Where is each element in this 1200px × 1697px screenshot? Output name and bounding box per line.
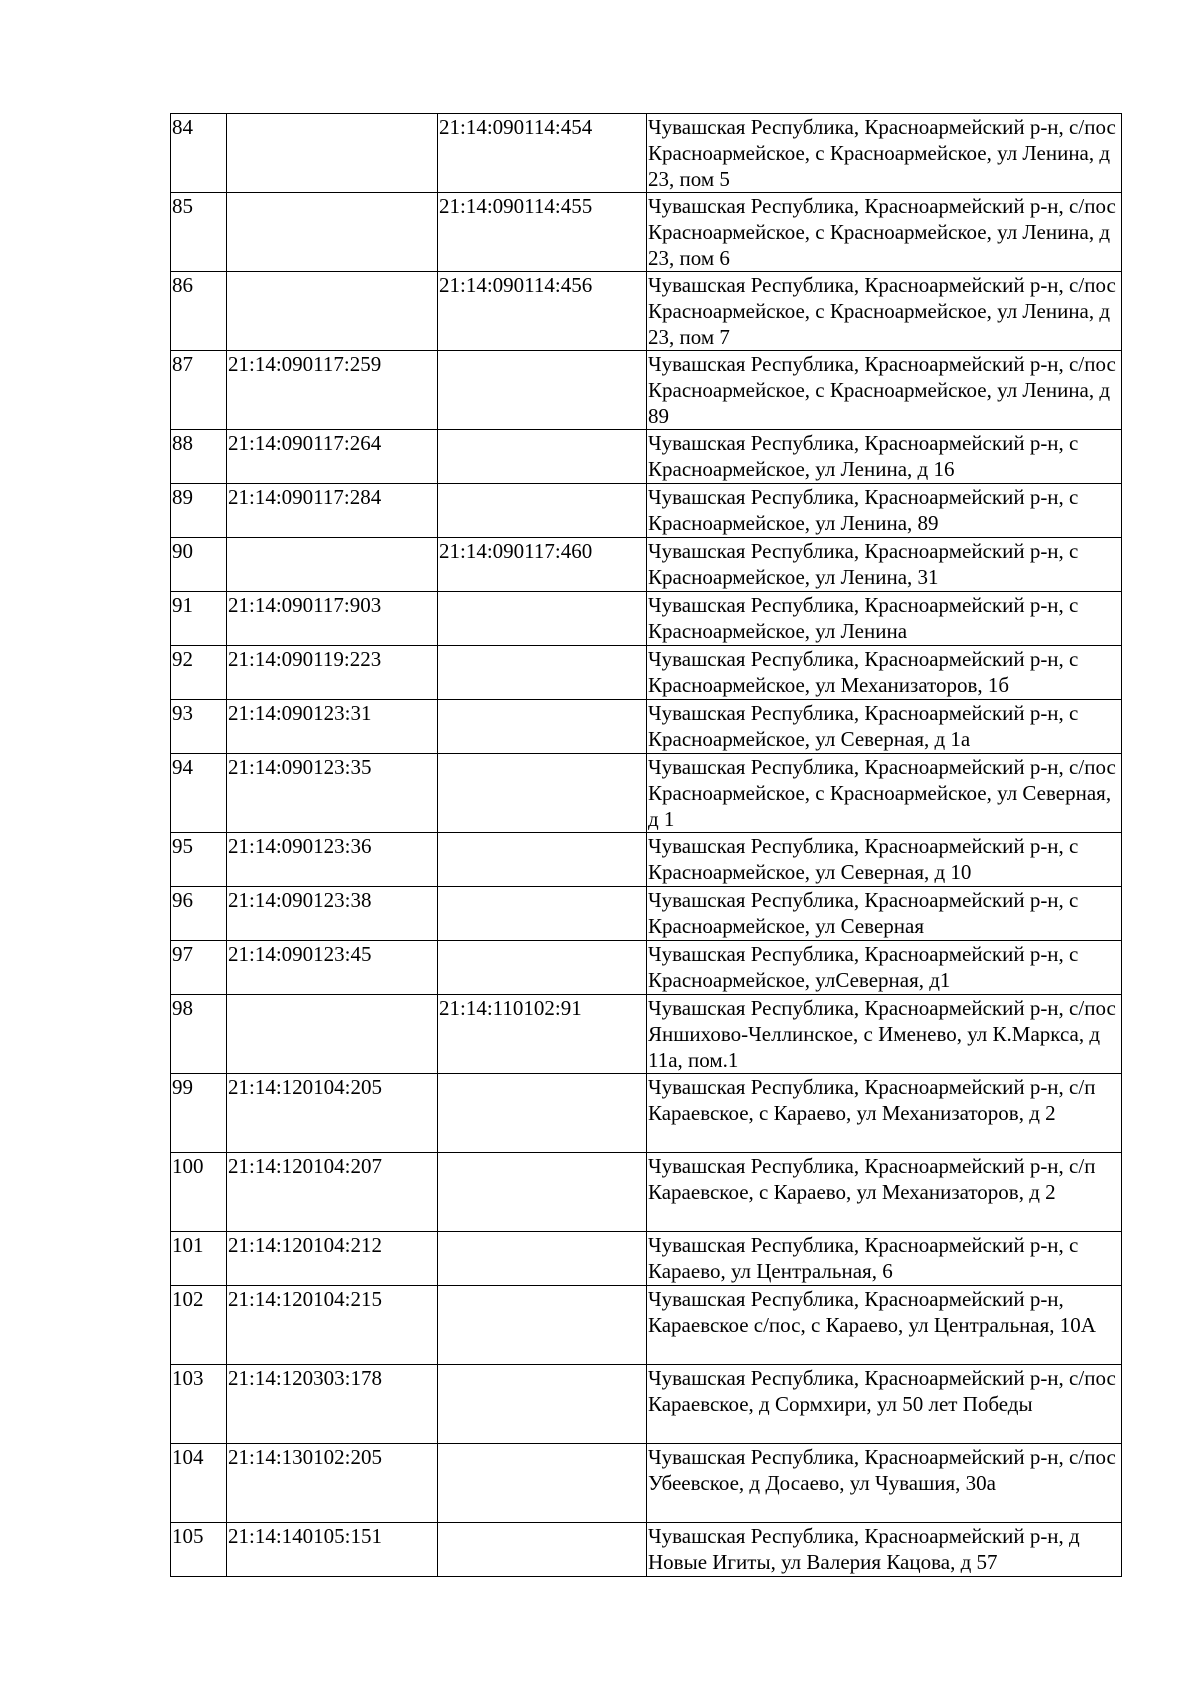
property-registry-table	[170, 113, 1122, 1577]
row-number: 89	[171, 484, 227, 538]
cadastral-number-cell: 21:14:090123:36	[227, 833, 438, 887]
premises-cadastral-number-cell	[438, 430, 647, 484]
row-number: 84	[171, 114, 227, 193]
row-number: 88	[171, 430, 227, 484]
table-row	[171, 272, 1122, 351]
table-row	[171, 995, 1122, 1074]
row-number: 95	[171, 833, 227, 887]
address-cell: Чувашская Республика, Красноармейский р-н, с/пос Красноармейское, с Красноармейское, ул Ленина, д 23, пом 5	[647, 114, 1122, 193]
table-row	[171, 1286, 1122, 1365]
cadastral-number-cell: 21:14:090117:903	[227, 592, 438, 646]
address-cell: Чувашская Республика, Красноармейский р-н, с Красноармейское, улСеверная, д1	[647, 941, 1122, 995]
premises-cadastral-number-cell: 21:14:090117:460	[438, 538, 647, 592]
table-row	[171, 833, 1122, 887]
table-row	[171, 1074, 1122, 1153]
table-row	[171, 538, 1122, 592]
premises-cadastral-number-cell	[438, 941, 647, 995]
address-cell: Чувашская Республика, Красноармейский р-н, с/пос Красноармейское, с Красноармейское, ул Ленина, д 23, пом 7	[647, 272, 1122, 351]
table-row	[171, 114, 1122, 193]
cadastral-number-cell: 21:14:090117:259	[227, 351, 438, 430]
cadastral-number-cell: 21:14:140105:151	[227, 1523, 438, 1577]
cadastral-number-cell: 21:14:120303:178	[227, 1365, 438, 1444]
premises-cadastral-number-cell	[438, 1444, 647, 1523]
cadastral-number-cell: 21:14:090123:31	[227, 700, 438, 754]
address-cell: Чувашская Республика, Красноармейский р-н, д Новые Игиты, ул Валерия Кацова, д 57	[647, 1523, 1122, 1577]
address-cell: Чувашская Республика, Красноармейский р-н, с Красноармейское, ул Ленина, д 16	[647, 430, 1122, 484]
premises-cadastral-number-cell	[438, 1286, 647, 1365]
cadastral-number-cell: 21:14:120104:212	[227, 1232, 438, 1286]
premises-cadastral-number-cell	[438, 646, 647, 700]
premises-cadastral-number-cell	[438, 833, 647, 887]
premises-cadastral-number-cell: 21:14:090114:455	[438, 193, 647, 272]
cadastral-number-cell: 21:14:090119:223	[227, 646, 438, 700]
address-cell: Чувашская Республика, Красноармейский р-н, с Красноармейское, ул Северная, д 1а	[647, 700, 1122, 754]
address-cell: Чувашская Республика, Красноармейский р-н, с Красноармейское, ул Северная, д 10	[647, 833, 1122, 887]
row-number: 104	[171, 1444, 227, 1523]
address-cell: Чувашская Республика, Красноармейский р-н, с/п Караевское, с Караево, ул Механизаторов, д 2	[647, 1074, 1122, 1153]
premises-cadastral-number-cell	[438, 754, 647, 833]
premises-cadastral-number-cell	[438, 592, 647, 646]
cadastral-number-cell: 21:14:090123:35	[227, 754, 438, 833]
address-cell: Чувашская Республика, Красноармейский р-н, с/пос Красноармейское, с Красноармейское, ул Северная, д 1	[647, 754, 1122, 833]
table-row	[171, 941, 1122, 995]
row-number: 90	[171, 538, 227, 592]
premises-cadastral-number-cell	[438, 351, 647, 430]
address-cell: Чувашская Республика, Красноармейский р-н, с Красноармейское, ул Механизаторов, 1б	[647, 646, 1122, 700]
row-number: 102	[171, 1286, 227, 1365]
table-row	[171, 646, 1122, 700]
premises-cadastral-number-cell	[438, 484, 647, 538]
premises-cadastral-number-cell	[438, 700, 647, 754]
cadastral-number-cell: 21:14:120104:205	[227, 1074, 438, 1153]
table-row	[171, 1153, 1122, 1232]
address-cell: Чувашская Республика, Красноармейский р-н, с/пос Красноармейское, с Красноармейское, ул Ленина, д 89	[647, 351, 1122, 430]
premises-cadastral-number-cell	[438, 1523, 647, 1577]
address-cell: Чувашская Республика, Красноармейский р-н, с/пос Караевское, д Сормхири, ул 50 лет Победы	[647, 1365, 1122, 1444]
table-row	[171, 430, 1122, 484]
premises-cadastral-number-cell	[438, 1365, 647, 1444]
row-number: 101	[171, 1232, 227, 1286]
row-number: 105	[171, 1523, 227, 1577]
address-cell: Чувашская Республика, Красноармейский р-н, с Караево, ул Центральная, 6	[647, 1232, 1122, 1286]
premises-cadastral-number-cell	[438, 1074, 647, 1153]
address-cell: Чувашская Республика, Красноармейский р-н, с Красноармейское, ул Ленина, 89	[647, 484, 1122, 538]
cadastral-number-cell: 21:14:130102:205	[227, 1444, 438, 1523]
address-cell: Чувашская Республика, Красноармейский р-н, Караевское с/пос, с Караево, ул Центральная, 10А	[647, 1286, 1122, 1365]
table-row	[171, 754, 1122, 833]
row-number: 86	[171, 272, 227, 351]
address-cell: Чувашская Республика, Красноармейский р-н, с/п Караевское, с Караево, ул Механизаторов, д 2	[647, 1153, 1122, 1232]
row-number: 92	[171, 646, 227, 700]
cadastral-number-cell: 21:14:090123:38	[227, 887, 438, 941]
table-row	[171, 887, 1122, 941]
table-row	[171, 193, 1122, 272]
table-row	[171, 1232, 1122, 1286]
row-number: 97	[171, 941, 227, 995]
row-number: 91	[171, 592, 227, 646]
address-cell: Чувашская Республика, Красноармейский р-н, с/пос Убеевское, д Досаево, ул Чувашия, 30а	[647, 1444, 1122, 1523]
table-row	[171, 1523, 1122, 1577]
row-number: 103	[171, 1365, 227, 1444]
premises-cadastral-number-cell	[438, 1153, 647, 1232]
table-row	[171, 351, 1122, 430]
premises-cadastral-number-cell: 21:14:110102:91	[438, 995, 647, 1074]
address-cell: Чувашская Республика, Красноармейский р-н, с/пос Яншихово-Челлинское, с Именево, ул К.Маркса, д 11а, пом.1	[647, 995, 1122, 1074]
table-row	[171, 592, 1122, 646]
cadastral-number-cell: 21:14:120104:215	[227, 1286, 438, 1365]
table-row	[171, 484, 1122, 538]
premises-cadastral-number-cell	[438, 887, 647, 941]
cadastral-number-cell	[227, 272, 438, 351]
cadastral-number-cell	[227, 995, 438, 1074]
row-number: 85	[171, 193, 227, 272]
table-row	[171, 1365, 1122, 1444]
address-cell: Чувашская Республика, Красноармейский р-н, с/пос Красноармейское, с Красноармейское, ул Ленина, д 23, пом 6	[647, 193, 1122, 272]
cadastral-number-cell: 21:14:090117:264	[227, 430, 438, 484]
premises-cadastral-number-cell: 21:14:090114:454	[438, 114, 647, 193]
cadastral-number-cell	[227, 114, 438, 193]
row-number: 93	[171, 700, 227, 754]
row-number: 94	[171, 754, 227, 833]
address-cell: Чувашская Республика, Красноармейский р-н, с Красноармейское, ул Ленина, 31	[647, 538, 1122, 592]
table-row	[171, 1444, 1122, 1523]
address-cell: Чувашская Республика, Красноармейский р-н, с Красноармейское, ул Ленина	[647, 592, 1122, 646]
row-number: 98	[171, 995, 227, 1074]
address-cell: Чувашская Республика, Красноармейский р-н, с Красноармейское, ул Северная	[647, 887, 1122, 941]
row-number: 99	[171, 1074, 227, 1153]
cadastral-number-cell: 21:14:090123:45	[227, 941, 438, 995]
row-number: 100	[171, 1153, 227, 1232]
row-number: 87	[171, 351, 227, 430]
table-row	[171, 700, 1122, 754]
premises-cadastral-number-cell: 21:14:090114:456	[438, 272, 647, 351]
row-number: 96	[171, 887, 227, 941]
cadastral-number-cell	[227, 538, 438, 592]
cadastral-number-cell	[227, 193, 438, 272]
cadastral-number-cell: 21:14:120104:207	[227, 1153, 438, 1232]
premises-cadastral-number-cell	[438, 1232, 647, 1286]
cadastral-number-cell: 21:14:090117:284	[227, 484, 438, 538]
